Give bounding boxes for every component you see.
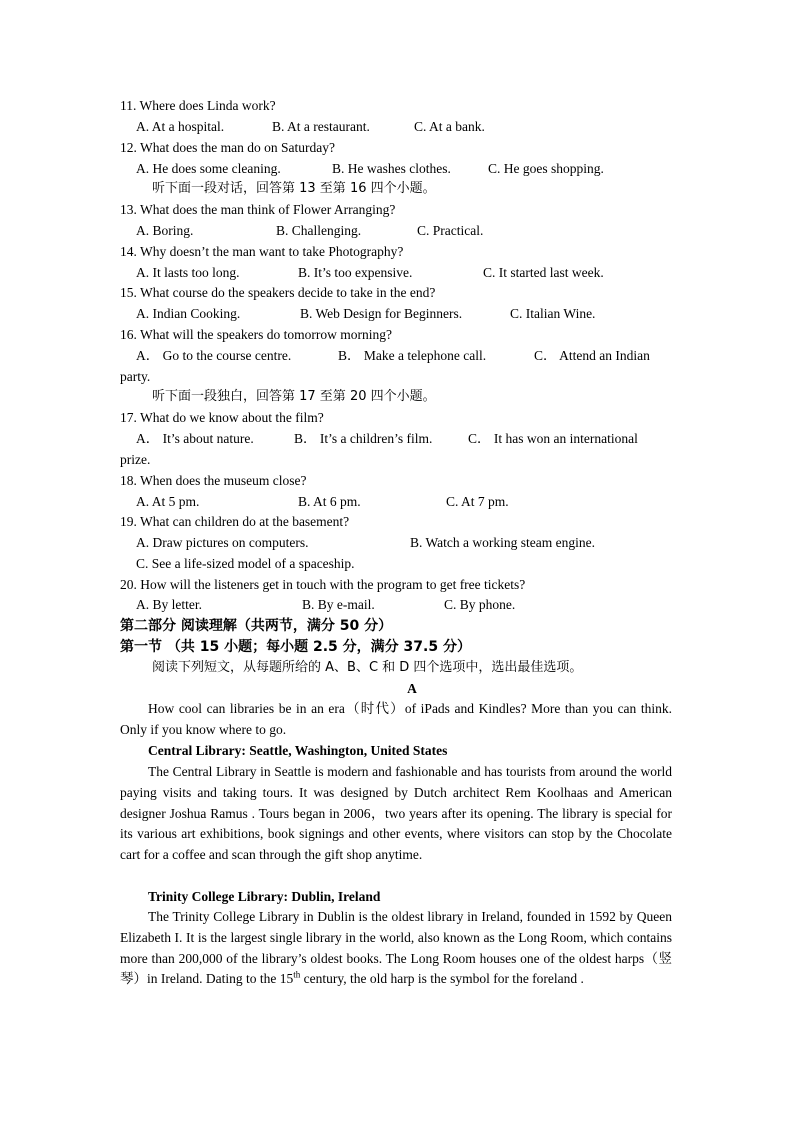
instruction-17-20: 听下面一段独白，回答第 17 至第 20 四个小题。: [152, 389, 436, 404]
q13-option-c: C. Practical.: [417, 223, 484, 238]
reading-instruction: 阅读下列短文，从每题所给的 A、B、C 和 D 四个选项中，选出最佳选项。: [152, 660, 583, 675]
q15-option-b: B. Web Design for Beginners.: [300, 306, 463, 321]
q11-option-b: B. At a restaurant.: [272, 119, 370, 134]
q12-option-a: A. He does some cleaning.: [136, 161, 281, 176]
q14-option-c: C. It started last week.: [483, 265, 604, 280]
q13-option-a: A. Boring.: [136, 223, 194, 238]
question-11-stem: 11. Where does Linda work?: [120, 98, 276, 113]
question-17-stem: 17. What do we know about the film?: [120, 410, 324, 425]
part-two-title: 第二部分 阅读理解（共两节，满分 50 分）: [120, 618, 393, 634]
heading-central-library: Central Library: Seattle, Washington, United States: [148, 743, 448, 758]
question-16-stem: 16. What will the speakers do tomorrow morning?: [120, 327, 392, 342]
q14-option-a: A. It lasts too long.: [136, 265, 240, 280]
heading-trinity-college-library: Trinity College Library: Dublin, Ireland: [148, 889, 381, 904]
q16-option-a: A． Go to the course centre.: [136, 348, 292, 363]
question-15-stem: 15. What course do the speakers decide to take in the end?: [120, 285, 436, 300]
q14-option-b: B. It’s too expensive.: [298, 265, 413, 280]
q11-option-c: C. At a bank.: [414, 119, 485, 134]
q12-option-b: B. He washes clothes.: [332, 161, 451, 176]
instruction-13-16: 听下面一段对话，回答第 13 至第 16 四个小题。: [152, 181, 436, 196]
q19-option-b: B. Watch a working steam engine.: [410, 535, 595, 550]
q12-option-c: C. He goes shopping.: [488, 161, 604, 176]
ordinal-suffix: th: [293, 969, 301, 980]
paragraph-trinity-college-library: [120, 907, 672, 990]
paragraph-trinity-main: The Trinity College Library in Dublin is the oldest library in Ireland, founded in 1592 by Queen Elizabeth I. It is the largest single library in the world, also known as the Long Room, which contains more than 200,000 of the library’s oldest books. The Long Room houses one of the oldest harps（竖琴）in Ireland. Dating to the 15: [120, 909, 672, 987]
question-20-stem: 20. How will the listeners get in touch with the program to get free tickets?: [120, 577, 526, 592]
q16-option-c: C． Attend an Indian: [534, 348, 650, 363]
q17-option-c-continued: prize.: [120, 452, 151, 467]
paragraph-trinity-end: century, the old harp is the symbol for the foreland .: [300, 971, 584, 987]
q17-option-b: B． It’s a children’s film.: [294, 431, 433, 446]
paragraph-central-library: The Central Library in Seattle is modern and fashionable and has tourists from around the world paying visits and taking tours. It was designed by Dutch architect Rem Koolhaas and American designer Joshua Ramus . Tours began in 2006，two years after its opening. The library is special for its various art exhibitions, book signings and other events, where visitors can stop by the Chocolate cart for a coffee and scan through the gift shop anytime.: [120, 764, 672, 863]
q20-option-a: A. By letter.: [136, 597, 202, 612]
question-14-stem: 14. Why doesn’t the man want to take Photography?: [120, 244, 404, 259]
q19-option-c: C. See a life-sized model of a spaceship.: [136, 556, 355, 571]
q13-option-b: B. Challenging.: [276, 223, 362, 238]
q17-option-a: A． It’s about nature.: [136, 431, 254, 446]
q18-option-b: B. At 6 pm.: [298, 494, 361, 509]
q20-option-c: C. By phone.: [444, 597, 516, 612]
q16-option-b: B． Make a telephone call.: [338, 348, 487, 363]
question-12-stem: 12. What does the man do on Saturday?: [120, 140, 335, 155]
q16-option-c-continued: party.: [120, 369, 151, 384]
passage-label: A: [407, 681, 417, 696]
question-13-stem: 13. What does the man think of Flower Arranging?: [120, 202, 396, 217]
question-18-stem: 18. When does the museum close?: [120, 473, 307, 488]
question-19-stem: 19. What can children do at the basement?: [120, 514, 350, 529]
q15-option-c: C. Italian Wine.: [510, 306, 596, 321]
q11-option-a: A. At a hospital.: [136, 119, 225, 134]
q19-option-a: A. Draw pictures on computers.: [136, 535, 309, 550]
q18-option-a: A. At 5 pm.: [136, 494, 200, 509]
q18-option-c: C. At 7 pm.: [446, 494, 509, 509]
q20-option-b: B. By e-mail.: [302, 597, 375, 612]
q15-option-a: A. Indian Cooking.: [136, 306, 241, 321]
q17-option-c: C． It has won an international: [468, 431, 638, 446]
section-one-title: 第一节 （共 15 小题；每小题 2.5 分，满分 37.5 分）: [120, 639, 471, 655]
passage-intro: How cool can libraries be in an era（时代）of iPads and Kindles? More than you can think. Only if you know where to go.: [120, 701, 672, 737]
